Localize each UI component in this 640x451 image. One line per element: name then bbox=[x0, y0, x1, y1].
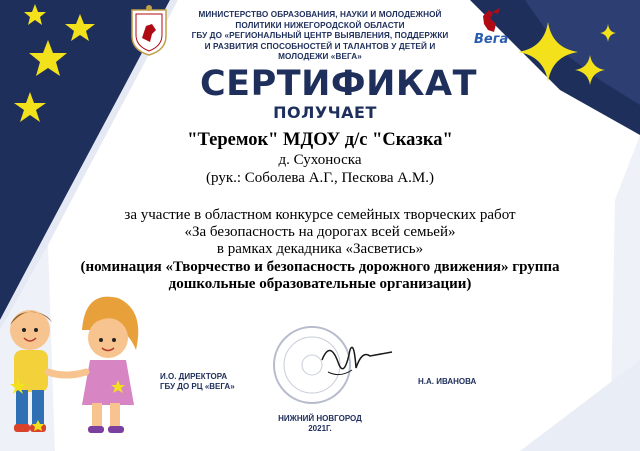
director-signature bbox=[322, 347, 392, 368]
recipient-place: д. Сухоноска bbox=[278, 152, 362, 168]
footer-city: НИЖНИЙ НОВГОРОД bbox=[278, 414, 362, 423]
award-nomination: (номинация «Творчество и безопасность дорожного движения» группа bbox=[80, 259, 560, 275]
signatory-role-line: ГБУ ДО РЦ «ВЕГА» bbox=[160, 382, 235, 391]
certificate-title: СЕРТИФИКАТ bbox=[200, 64, 477, 104]
vega-logo-text: Вега bbox=[474, 32, 509, 47]
footer-year: 2021Г. bbox=[308, 424, 332, 433]
recipient-name: "Теремок" МДОУ д/с "Сказка" bbox=[187, 130, 453, 150]
signatory-name: Н.А. ИВАНОВА bbox=[418, 377, 477, 386]
header-line: МИНИСТЕРСТВО ОБРАЗОВАНИЯ, НАУКИ И МОЛОДЕЖНОЙ bbox=[198, 10, 442, 19]
issue-place-date bbox=[260, 414, 380, 434]
recipient-leaders: (рук.: Соболева А.Г., Пескова А.М.) bbox=[206, 170, 434, 186]
award-line: в рамках декадника «Засветись» bbox=[216, 241, 424, 257]
certificate-subtitle: ПОЛУЧАЕТ bbox=[273, 103, 377, 122]
header-line: МОЛОДЕЖИ «ВЕГА» bbox=[278, 52, 362, 61]
award-nomination: дошкольные образовательные организации) bbox=[168, 276, 472, 292]
header-line: ГБУ ДО «РЕГИОНАЛЬНЫЙ ЦЕНТР ВЫЯВЛЕНИЯ, ПОДДЕРЖКИ bbox=[191, 31, 449, 40]
header-line: И РАЗВИТИЯ СПОСОБНОСТЕЙ И ТАЛАНТОВ У ДЕТЕЙ И bbox=[204, 41, 436, 51]
award-line: «За безопасность на дорогах всей семьей» bbox=[184, 224, 456, 240]
signatory-role bbox=[160, 372, 235, 392]
issuer-header bbox=[175, 10, 465, 63]
header-line: ПОЛИТИКИ НИЖЕГОРОДСКОЙ ОБЛАСТИ bbox=[235, 20, 405, 30]
signatory-role-line: И.О. ДИРЕКТОРА bbox=[160, 372, 228, 381]
award-line: за участие в областном конкурсе семейных творческих работ bbox=[124, 207, 516, 223]
coat-of-arms-icon bbox=[132, 5, 166, 55]
